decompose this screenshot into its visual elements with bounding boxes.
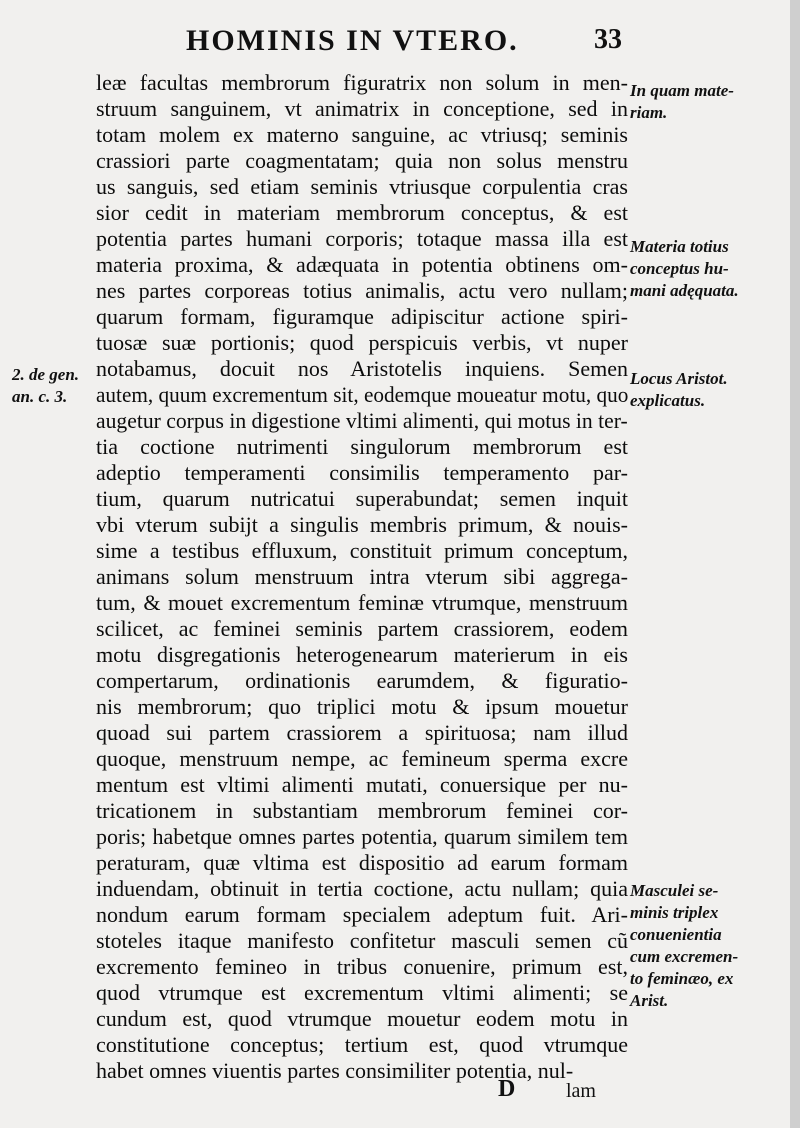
margin-note-masculei-seminis <box>630 880 780 1012</box>
text-line: compertarum, ordinationis earumdem, & figuratio- <box>96 668 628 693</box>
margin-note-line: Masculei se- <box>630 881 719 900</box>
text-line: tricationem in substantiam membrorum feminei cor- <box>96 798 628 823</box>
text-line: materia proxima, & adæquata in potentia obtinens om- <box>96 252 628 277</box>
text-line: leæ facultas membrorum figuratrix non solum in men- <box>96 70 628 95</box>
text-line: potentia partes humani corporis; totaque massa illa est <box>96 226 628 251</box>
running-title: HOMINIS IN VTERO. <box>186 24 519 57</box>
text-line: tium, quarum nutricatui superabundat; semen inquit <box>96 486 628 511</box>
margin-note-line: Locus Aristot. <box>630 369 728 388</box>
text-line: nis membrorum; quo triplici motu & ipsum mouetur <box>96 694 628 719</box>
text-line: struum sanguinem, vt animatrix in conceptione, sed in <box>96 96 628 121</box>
text-line: poris; habetque omnes partes potentia, quarum similem tem <box>96 824 628 849</box>
text-line: stoteles itaque manifesto confitetur masculi semen cũ <box>96 928 628 953</box>
body-text <box>96 70 628 1084</box>
catchword: lam <box>566 1080 596 1102</box>
text-line: sior cedit in materiam membrorum conceptus, & est <box>96 200 628 225</box>
margin-note-line: to feminæo, ex <box>630 969 734 988</box>
signature-mark: D <box>498 1076 516 1102</box>
text-line: excremento femineo in tribus conuenire, primum est, <box>96 954 628 979</box>
text-line: cundum est, quod vtrumque mouetur eodem motu in <box>96 1006 628 1031</box>
margin-note-line: 2. de gen. <box>12 365 80 384</box>
margin-note-line: cum excremen- <box>630 947 739 966</box>
text-line: quarum formam, figuramque adipiscitur actione spiri- <box>96 304 628 329</box>
text-line: habet omnes viuentis partes consimiliter potentia, nul- <box>96 1058 574 1083</box>
margin-note-line: In quam mate- <box>630 81 734 100</box>
text-line: quod vtrumque est excrementum vltimi alimenti; se <box>96 980 628 1005</box>
margin-note-locus-aristot <box>630 368 780 412</box>
margin-note-line: minis triplex <box>630 903 719 922</box>
text-line: motu disgregationis heterogenearum materierum in eis <box>96 642 628 667</box>
margin-note-line: Materia totius <box>630 237 729 256</box>
margin-note-line: conceptus hu- <box>630 259 729 278</box>
text-line: peraturam, quæ vltima est dispositio ad earum formam <box>96 850 628 875</box>
text-line: animans solum menstruum intra vterum sibi aggrega- <box>96 564 628 589</box>
margin-note-line: conuenientia <box>630 925 722 944</box>
text-line: sime a testibus effluxum, constituit primum conceptum, <box>96 538 628 563</box>
margin-note-line: Arist. <box>630 991 669 1010</box>
text-line: quoque, menstruum nempe, ac femineum sperma excre <box>96 746 628 771</box>
margin-note-line: an. c. 3. <box>12 387 68 406</box>
page-edge <box>790 0 800 1128</box>
margin-note-line: riam. <box>630 103 668 122</box>
text-line: quoad sui partem crassiorem a spirituosa; nam illud <box>96 720 628 745</box>
text-line: tum, & mouet excrementum feminæ vtrumque, menstruum <box>96 590 628 615</box>
text-line: nes partes corporeas totius animalis, actu vero nullam; <box>96 278 628 303</box>
margin-note-materia-totius <box>630 236 780 302</box>
text-line: totam molem ex materno sanguine, ac vtriusq; seminis <box>96 122 628 147</box>
text-line: induendam, obtinuit in tertia coctione, actu nullam; quia <box>96 876 628 901</box>
text-line: constitutione conceptus; tertium est, quod vtrumque <box>96 1032 628 1057</box>
text-line: autem, quum excrementum sit, eodemque moueatur motu, quo <box>96 382 629 407</box>
text-line: notabamus, docuit nos Aristotelis inquiens. Semen <box>96 356 628 381</box>
text-line: us sanguis, sed etiam seminis vtriusque corpulentia cras <box>96 174 628 199</box>
margin-note-in-quam-materiam <box>630 80 780 124</box>
page-number: 33 <box>594 24 622 55</box>
text-line: vbi vterum subijt a singulis membris primum, & nouis- <box>96 512 628 537</box>
text-line: crassiori parte coagmentatam; quia non solus menstru <box>96 148 628 173</box>
text-line: tia coctione nutrimenti singulorum membrorum est <box>96 434 628 459</box>
margin-note-de-gen-an <box>12 364 96 408</box>
text-line: mentum est vltimi alimenti mutati, conuersique per nu- <box>96 772 628 797</box>
margin-note-line: mani adęquata. <box>630 281 739 300</box>
text-line: tuosæ suæ portionis; quod perspicuis verbis, vt nuper <box>96 330 628 355</box>
text-line: augetur corpus in digestione vltimi alimenti, qui motus in ter- <box>96 408 628 433</box>
text-line: scilicet, ac feminei seminis partem crassiorem, eodem <box>96 616 628 641</box>
text-line: adeptio temperamenti consimilis temperamento par- <box>96 460 628 485</box>
margin-note-line: explicatus. <box>630 391 706 410</box>
text-line: nondum earum formam specialem adeptum fuit. Ari- <box>96 902 628 927</box>
